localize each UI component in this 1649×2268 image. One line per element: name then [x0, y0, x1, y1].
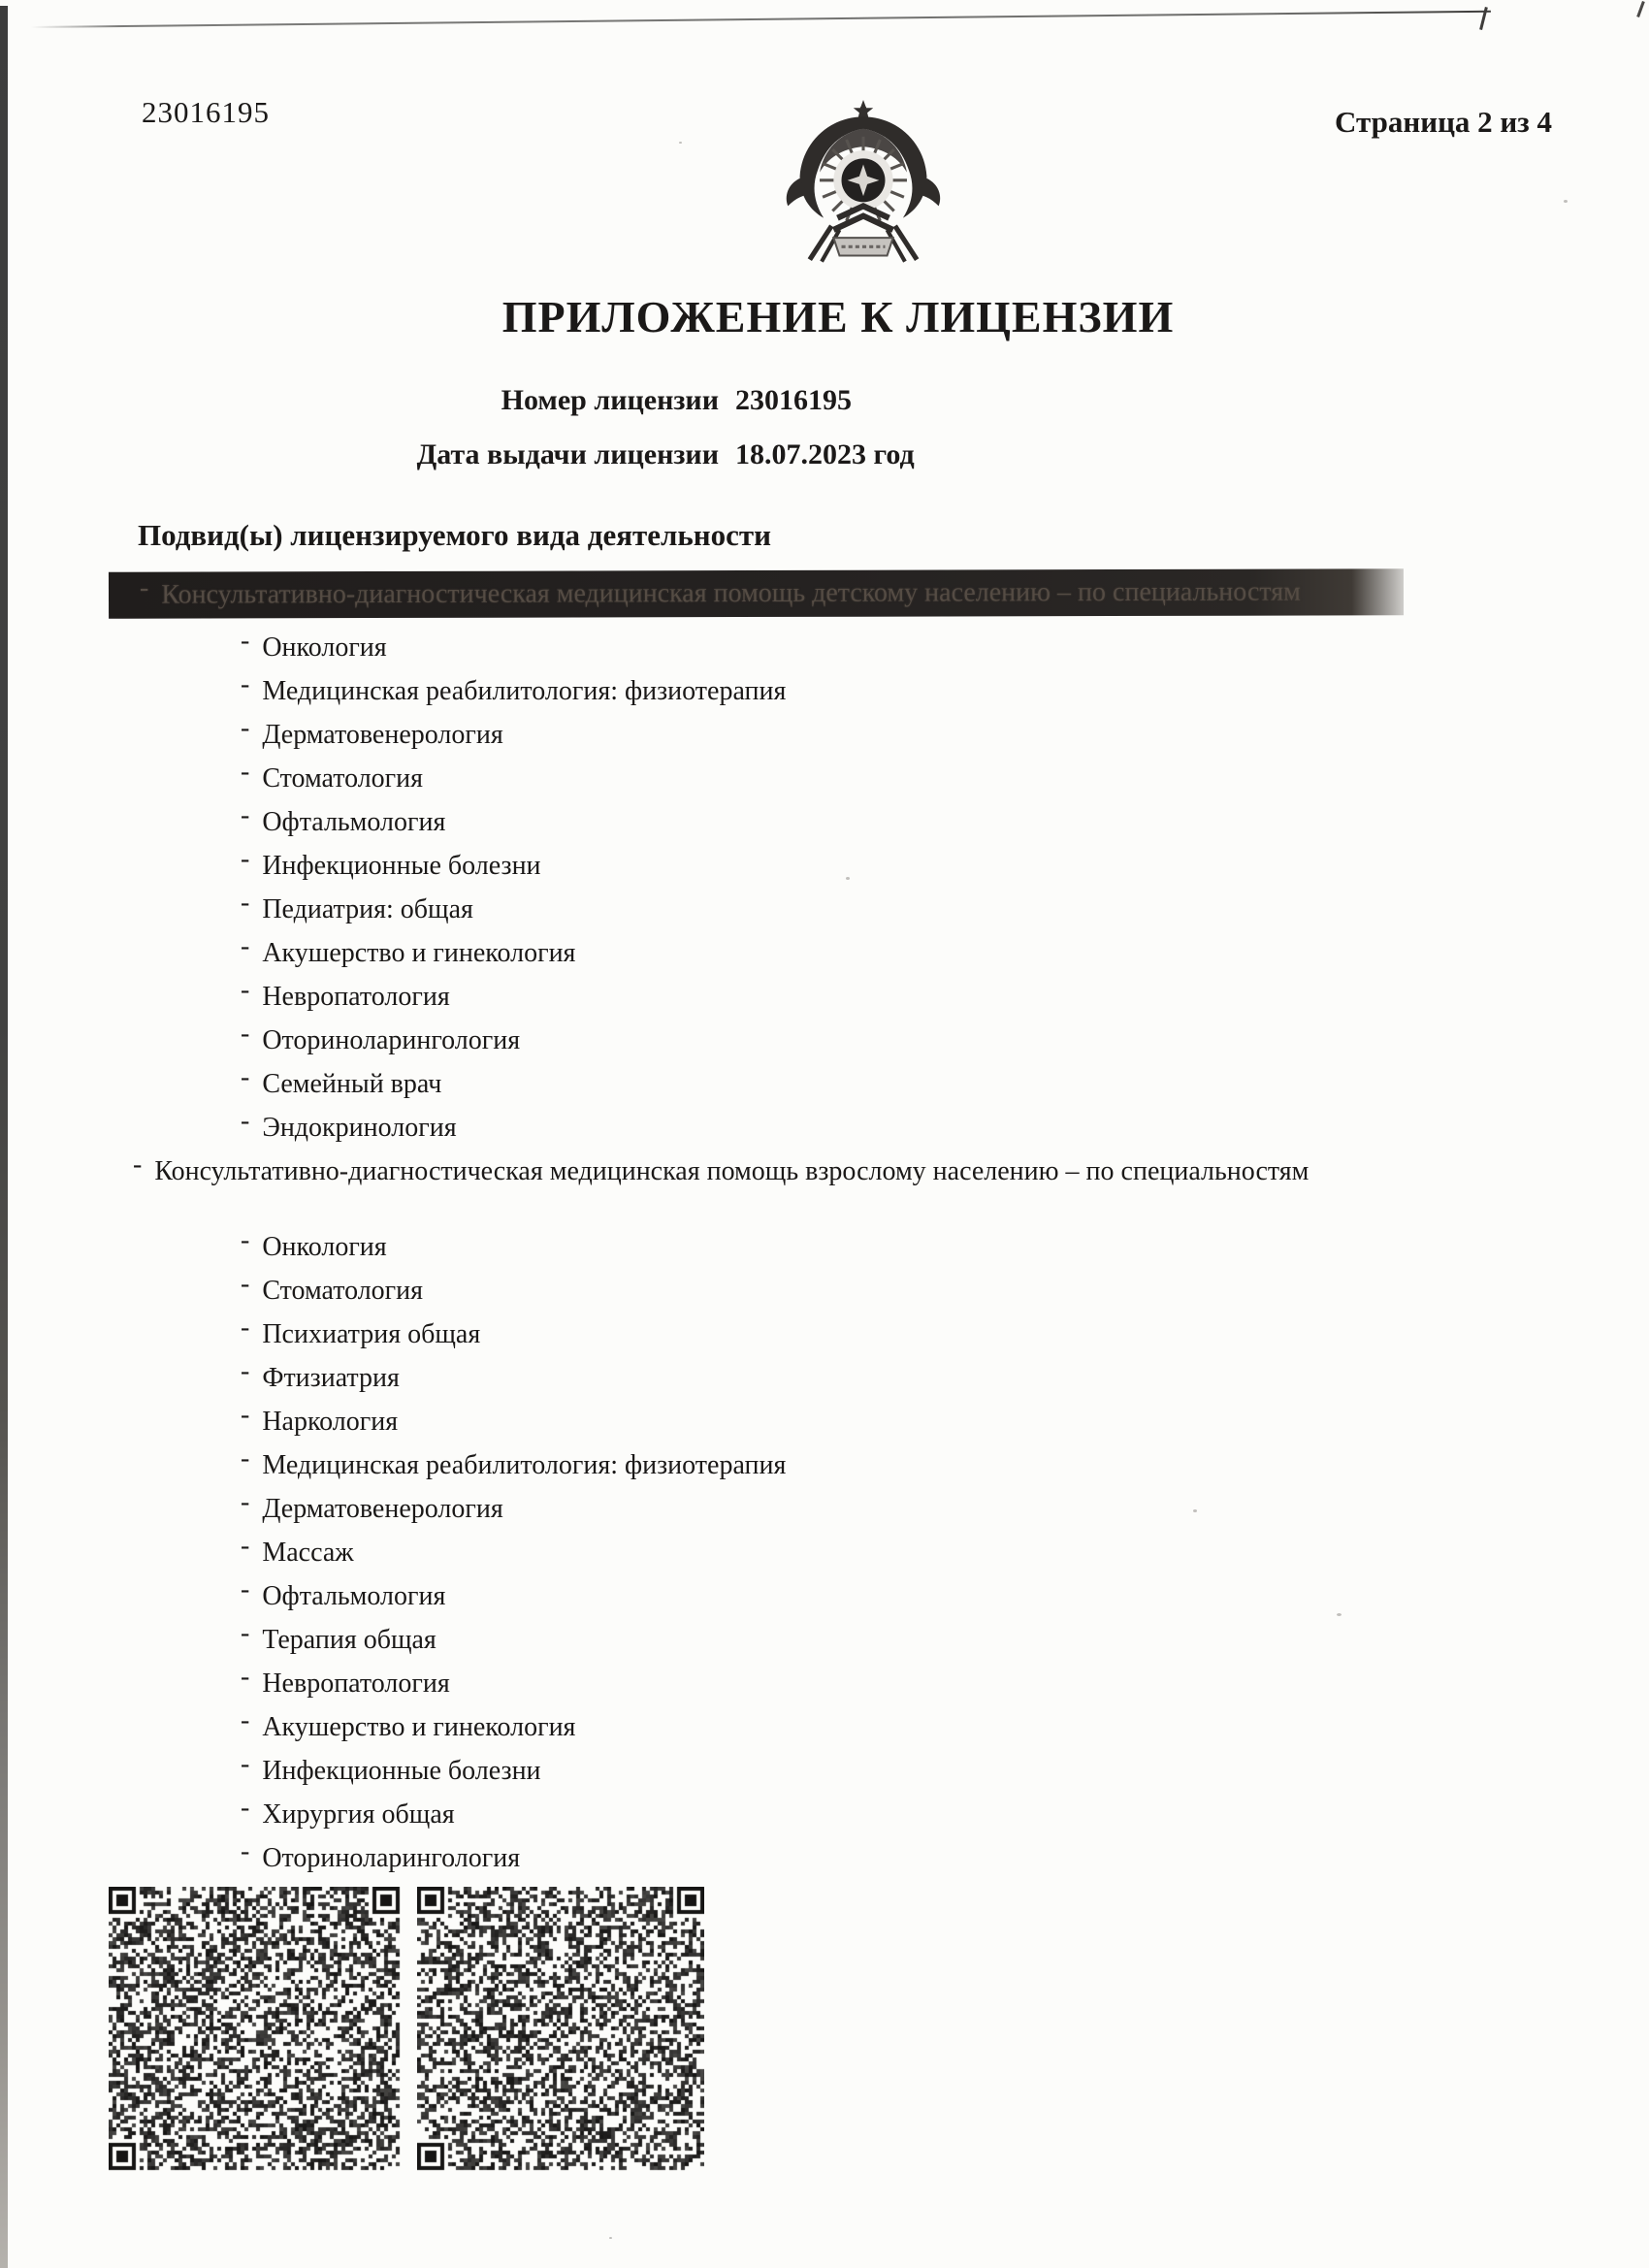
list-dash: -	[241, 931, 250, 961]
scan-speck	[1193, 1509, 1197, 1512]
scan-speck	[1564, 200, 1568, 203]
list-dash: -	[241, 1662, 250, 1692]
list-item-label: Дерматовенерология	[262, 1494, 503, 1524]
list-item	[241, 1793, 455, 1831]
document-title: ПРИЛОЖЕНИЕ К ЛИЦЕНЗИИ	[501, 292, 1175, 341]
list-item-label: Невропатология	[262, 982, 450, 1012]
list-dash: -	[241, 1400, 250, 1430]
list-dash: -	[241, 1793, 250, 1823]
scan-speck	[1337, 1613, 1342, 1616]
list-item-label: Медицинская реабилитология: физиотерапия	[262, 676, 787, 706]
list-dash: -	[241, 844, 250, 874]
list-item	[241, 1574, 446, 1612]
issue-date-value: 18.07.2023 год	[735, 438, 915, 470]
list-item-label: Психиатрия общая	[262, 1319, 481, 1349]
list-item-label: Эндокринология	[262, 1113, 457, 1143]
list-item-label: Оториноларингология	[262, 1843, 521, 1873]
list-item	[241, 1531, 354, 1569]
list-item-label: Наркология	[262, 1407, 399, 1437]
scan-speck	[609, 2237, 612, 2239]
list-item	[241, 1749, 541, 1787]
list-dash: -	[241, 1705, 250, 1735]
list-dash: -	[139, 572, 149, 603]
list-item-label: Семейный врач	[262, 1069, 442, 1099]
list-item-label: Офтальмология	[262, 1581, 446, 1611]
list-dash: -	[241, 669, 250, 699]
list-dash: -	[241, 1019, 250, 1049]
list-dash: -	[241, 1531, 250, 1561]
list-item-label: Терапия общая	[262, 1625, 436, 1655]
license-number-top: 23016195	[142, 95, 270, 129]
list-item-label: Оториноларингология	[262, 1025, 521, 1055]
list-item-label: Акушерство и гинекология	[262, 938, 576, 968]
list-item-label: Инфекционные болезни	[262, 851, 541, 881]
list-item	[241, 888, 473, 925]
list-item	[241, 713, 503, 751]
list-dash: -	[133, 1150, 143, 1180]
list-item	[241, 1662, 450, 1700]
kazakhstan-emblem-icon	[774, 99, 953, 282]
list-dash: -	[241, 1269, 250, 1299]
list-item-label: Фтизиатрия	[262, 1363, 400, 1393]
list-item	[241, 975, 450, 1013]
list-item	[241, 669, 787, 707]
list-item	[241, 1400, 399, 1438]
list-dash: -	[241, 1574, 250, 1604]
list-item	[241, 626, 387, 664]
list-item	[241, 1269, 424, 1307]
list-dash: -	[241, 1487, 250, 1517]
scan-speck	[846, 877, 850, 880]
list-dash: -	[241, 757, 250, 787]
subsection-heading-label: Консультативно-диагностическая медицинская помощь взрослому населению – по специальностям	[154, 1156, 1310, 1186]
list-dash: -	[241, 800, 250, 830]
list-item-label: Педиатрия: общая	[262, 894, 473, 924]
list-item-label: Стоматология	[262, 763, 424, 794]
list-dash: -	[241, 1225, 250, 1255]
list-dash: -	[241, 1356, 250, 1386]
list-item-label: Массаж	[262, 1538, 354, 1568]
list-item	[241, 1618, 436, 1656]
list-dash: -	[241, 975, 250, 1005]
list-item-label: Невропатология	[262, 1669, 450, 1699]
issue-date-label: Дата выдачи лицензии	[416, 438, 719, 470]
list-dash: -	[241, 1836, 250, 1866]
list-item	[241, 1705, 576, 1743]
qr-code-right	[417, 1887, 704, 2173]
list-item-label: Стоматология	[262, 1276, 424, 1306]
list-item-label: Хирургия общая	[262, 1799, 455, 1830]
scan-edge-artifact	[0, 6, 8, 2268]
list-item-label: Дерматовенерология	[262, 720, 503, 750]
list-dash: -	[241, 1062, 250, 1092]
list-item	[241, 1443, 787, 1481]
scan-corner-artifact	[1636, 1, 1645, 17]
list-item-label: Инфекционные болезни	[262, 1756, 541, 1786]
qr-code-left	[109, 1887, 402, 2173]
license-number-label: Номер лицензии	[501, 384, 719, 416]
list-item	[241, 800, 446, 838]
redacted-subsection-heading	[109, 568, 1404, 618]
list-dash: -	[241, 1749, 250, 1779]
list-item-label: Медицинская реабилитология: физиотерапия	[262, 1450, 787, 1480]
list-item	[241, 1836, 521, 1874]
list-dash: -	[241, 1312, 250, 1343]
list-item	[241, 1225, 387, 1263]
list-item	[241, 1019, 521, 1056]
list-item	[241, 1356, 400, 1394]
list-dash: -	[241, 626, 250, 656]
list-dash: -	[241, 1443, 250, 1474]
list-item	[241, 757, 424, 794]
list-dash: -	[241, 1618, 250, 1648]
list-item-label: Офтальмология	[262, 807, 446, 837]
list-item	[241, 931, 576, 969]
list-dash: -	[241, 713, 250, 743]
list-item	[241, 1106, 457, 1144]
license-number-value: 23016195	[735, 384, 852, 416]
scan-line-artifact	[31, 11, 1491, 28]
list-item	[241, 1487, 503, 1525]
subsection-heading	[133, 1150, 1310, 1187]
list-item-label: Онкология	[262, 632, 387, 663]
scan-speck	[679, 142, 682, 144]
list-dash: -	[241, 1106, 250, 1136]
list-item-label: Акушерство и гинекология	[262, 1712, 576, 1742]
subsection-heading-label: Консультативно-диагностическая медицинская помощь детскому населению – по специальностям	[161, 576, 1301, 610]
subtypes-section-heading: Подвид(ы) лицензируемого вида деятельности	[138, 518, 771, 552]
list-dash: -	[241, 888, 250, 918]
list-item	[241, 1062, 442, 1100]
list-item	[241, 1312, 481, 1350]
list-item	[241, 844, 541, 882]
list-item-label: Онкология	[262, 1232, 387, 1262]
page-indicator: Страница 2 из 4	[1335, 105, 1552, 139]
